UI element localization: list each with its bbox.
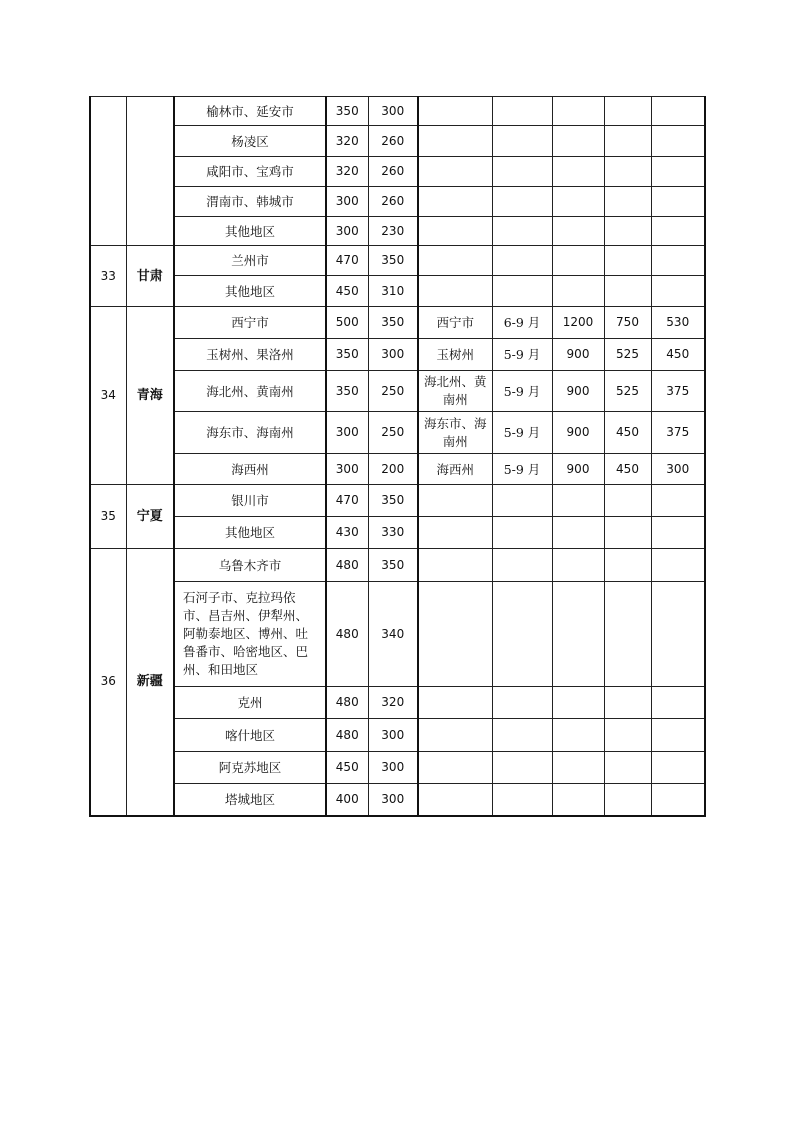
peak-rate-2-cell — [604, 517, 651, 549]
low-rate-cell: 300 — [368, 339, 418, 371]
table-row — [90, 485, 705, 517]
standard-rate-cell: 500 — [326, 307, 368, 339]
peak-rate-3-cell — [651, 126, 705, 157]
peak-period-cell — [492, 217, 552, 246]
region-cell: 其他地区 — [174, 276, 326, 307]
peak-rate-1-cell — [552, 187, 604, 217]
table-row — [90, 687, 705, 719]
peak-rate-3-cell: 300 — [651, 454, 705, 485]
peak-rate-1-cell — [552, 126, 604, 157]
peak-region-cell — [418, 157, 492, 187]
province-name-cell: 甘肃 — [126, 246, 174, 307]
peak-rate-1-cell — [552, 719, 604, 752]
peak-rate-3-cell — [651, 582, 705, 687]
low-rate-cell: 310 — [368, 276, 418, 307]
table-row — [90, 157, 705, 187]
province-name-cell: 青海 — [126, 307, 174, 485]
peak-region-cell — [418, 276, 492, 307]
region-cell: 银川市 — [174, 485, 326, 517]
peak-rate-2-cell — [604, 687, 651, 719]
peak-rate-1-cell — [552, 752, 604, 784]
peak-period-cell: 5-9 月 — [492, 454, 552, 485]
province-name-cell — [126, 97, 174, 246]
table-row — [90, 752, 705, 784]
low-rate-cell: 350 — [368, 246, 418, 276]
table-row — [90, 339, 705, 371]
peak-rate-1-cell — [552, 784, 604, 816]
peak-region-cell — [418, 187, 492, 217]
province-number-cell: 35 — [90, 485, 126, 549]
peak-rate-1-cell: 900 — [552, 454, 604, 485]
table-row — [90, 307, 705, 339]
peak-rate-2-cell — [604, 719, 651, 752]
standard-rate-cell: 480 — [326, 687, 368, 719]
peak-region-cell — [418, 549, 492, 582]
region-cell: 咸阳市、宝鸡市 — [174, 157, 326, 187]
peak-rate-3-cell: 530 — [651, 307, 705, 339]
region-cell: 西宁市 — [174, 307, 326, 339]
low-rate-cell: 350 — [368, 307, 418, 339]
table-row — [90, 371, 705, 412]
low-rate-cell: 250 — [368, 412, 418, 454]
peak-rate-3-cell — [651, 276, 705, 307]
standard-rate-cell: 300 — [326, 187, 368, 217]
peak-period-cell — [492, 157, 552, 187]
peak-region-cell: 西宁市 — [418, 307, 492, 339]
region-cell: 渭南市、韩城市 — [174, 187, 326, 217]
peak-region-cell — [418, 126, 492, 157]
peak-rate-3-cell — [651, 549, 705, 582]
region-cell: 其他地区 — [174, 217, 326, 246]
peak-region-cell — [418, 582, 492, 687]
peak-rate-1-cell — [552, 485, 604, 517]
peak-rate-1-cell: 900 — [552, 371, 604, 412]
low-rate-cell: 200 — [368, 454, 418, 485]
low-rate-cell: 230 — [368, 217, 418, 246]
standard-rate-cell: 400 — [326, 784, 368, 816]
peak-rate-3-cell — [651, 217, 705, 246]
peak-rate-1-cell — [552, 549, 604, 582]
region-cell: 玉树州、果洛州 — [174, 339, 326, 371]
peak-region-cell — [418, 517, 492, 549]
region-cell: 阿克苏地区 — [174, 752, 326, 784]
standard-rate-cell: 470 — [326, 485, 368, 517]
peak-rate-1-cell — [552, 246, 604, 276]
standard-rate-cell: 430 — [326, 517, 368, 549]
province-number-cell: 34 — [90, 307, 126, 485]
peak-rate-3-cell — [651, 687, 705, 719]
peak-period-cell — [492, 485, 552, 517]
region-cell: 塔城地区 — [174, 784, 326, 816]
peak-rate-2-cell: 450 — [604, 454, 651, 485]
peak-rate-2-cell — [604, 246, 651, 276]
low-rate-cell: 250 — [368, 371, 418, 412]
peak-rate-2-cell — [604, 752, 651, 784]
peak-rate-1-cell — [552, 517, 604, 549]
peak-rate-1-cell — [552, 276, 604, 307]
peak-period-cell: 5-9 月 — [492, 339, 552, 371]
peak-rate-3-cell: 375 — [651, 371, 705, 412]
table-row — [90, 517, 705, 549]
peak-rate-2-cell: 450 — [604, 412, 651, 454]
peak-rate-3-cell — [651, 517, 705, 549]
peak-region-cell: 玉树州 — [418, 339, 492, 371]
peak-region-cell — [418, 784, 492, 816]
table-row — [90, 719, 705, 752]
table-row — [90, 217, 705, 246]
peak-rate-2-cell — [604, 276, 651, 307]
peak-rate-2-cell: 525 — [604, 371, 651, 412]
peak-period-cell — [492, 719, 552, 752]
region-cell: 其他地区 — [174, 517, 326, 549]
peak-rate-2-cell — [604, 784, 651, 816]
peak-rate-3-cell — [651, 187, 705, 217]
low-rate-cell: 260 — [368, 126, 418, 157]
region-cell: 榆林市、延安市 — [174, 97, 326, 126]
peak-period-cell — [492, 517, 552, 549]
peak-period-cell — [492, 687, 552, 719]
peak-region-cell — [418, 97, 492, 126]
peak-rate-1-cell — [552, 97, 604, 126]
standard-rate-cell: 350 — [326, 371, 368, 412]
peak-rate-2-cell — [604, 485, 651, 517]
peak-rate-3-cell — [651, 784, 705, 816]
peak-period-cell — [492, 549, 552, 582]
accommodation-rate-table — [89, 96, 706, 817]
low-rate-cell: 350 — [368, 549, 418, 582]
standard-rate-cell: 320 — [326, 157, 368, 187]
peak-rate-2-cell — [604, 187, 651, 217]
province-number-cell: 36 — [90, 549, 126, 816]
region-cell: 海西州 — [174, 454, 326, 485]
peak-rate-2-cell — [604, 582, 651, 687]
peak-rate-2-cell — [604, 217, 651, 246]
peak-region-cell — [418, 217, 492, 246]
peak-rate-3-cell — [651, 485, 705, 517]
region-cell: 乌鲁木齐市 — [174, 549, 326, 582]
low-rate-cell: 260 — [368, 187, 418, 217]
table-row — [90, 582, 705, 687]
standard-rate-cell: 480 — [326, 582, 368, 687]
province-name-cell: 宁夏 — [126, 485, 174, 549]
standard-rate-cell: 300 — [326, 454, 368, 485]
table-row — [90, 784, 705, 816]
region-cell: 石河子市、克拉玛依市、昌吉州、伊犁州、阿勒泰地区、博州、吐鲁番市、哈密地区、巴州、和田地区 — [174, 582, 326, 687]
table-row — [90, 412, 705, 454]
low-rate-cell: 350 — [368, 485, 418, 517]
peak-rate-1-cell: 900 — [552, 339, 604, 371]
province-name-cell: 新疆 — [126, 549, 174, 816]
peak-rate-1-cell: 1200 — [552, 307, 604, 339]
peak-rate-3-cell: 450 — [651, 339, 705, 371]
peak-rate-3-cell — [651, 157, 705, 187]
peak-rate-2-cell: 750 — [604, 307, 651, 339]
peak-region-cell — [418, 485, 492, 517]
peak-period-cell — [492, 126, 552, 157]
low-rate-cell: 300 — [368, 719, 418, 752]
standard-rate-cell: 480 — [326, 549, 368, 582]
peak-rate-3-cell: 375 — [651, 412, 705, 454]
province-number-cell: 33 — [90, 246, 126, 307]
region-cell: 兰州市 — [174, 246, 326, 276]
region-cell: 喀什地区 — [174, 719, 326, 752]
peak-period-cell — [492, 582, 552, 687]
peak-rate-1-cell — [552, 217, 604, 246]
peak-rate-2-cell — [604, 157, 651, 187]
peak-rate-1-cell — [552, 687, 604, 719]
table-row — [90, 187, 705, 217]
region-cell: 海北州、黄南州 — [174, 371, 326, 412]
peak-region-cell — [418, 719, 492, 752]
standard-rate-cell: 350 — [326, 97, 368, 126]
region-cell: 杨凌区 — [174, 126, 326, 157]
standard-rate-cell: 320 — [326, 126, 368, 157]
peak-rate-3-cell — [651, 719, 705, 752]
region-cell: 海东市、海南州 — [174, 412, 326, 454]
low-rate-cell: 260 — [368, 157, 418, 187]
peak-period-cell: 5-9 月 — [492, 412, 552, 454]
standard-rate-cell: 300 — [326, 217, 368, 246]
standard-rate-cell: 470 — [326, 246, 368, 276]
peak-rate-1-cell — [552, 157, 604, 187]
peak-region-cell: 海东市、海南州 — [418, 412, 492, 454]
peak-period-cell — [492, 246, 552, 276]
table-row — [90, 454, 705, 485]
table-row — [90, 549, 705, 582]
peak-region-cell — [418, 246, 492, 276]
peak-rate-2-cell — [604, 126, 651, 157]
peak-region-cell — [418, 752, 492, 784]
low-rate-cell: 300 — [368, 784, 418, 816]
low-rate-cell: 330 — [368, 517, 418, 549]
table-row — [90, 126, 705, 157]
peak-rate-1-cell: 900 — [552, 412, 604, 454]
peak-rate-3-cell — [651, 97, 705, 126]
peak-rate-2-cell: 525 — [604, 339, 651, 371]
standard-rate-cell: 450 — [326, 276, 368, 307]
peak-period-cell — [492, 187, 552, 217]
table-body — [90, 97, 705, 816]
peak-period-cell — [492, 784, 552, 816]
low-rate-cell: 300 — [368, 752, 418, 784]
peak-period-cell: 6-9 月 — [492, 307, 552, 339]
low-rate-cell: 320 — [368, 687, 418, 719]
peak-period-cell — [492, 276, 552, 307]
peak-region-cell: 海北州、黄南州 — [418, 371, 492, 412]
peak-rate-3-cell — [651, 752, 705, 784]
peak-rate-2-cell — [604, 549, 651, 582]
low-rate-cell: 300 — [368, 97, 418, 126]
peak-rate-2-cell — [604, 97, 651, 126]
peak-region-cell — [418, 687, 492, 719]
low-rate-cell: 340 — [368, 582, 418, 687]
peak-period-cell — [492, 97, 552, 126]
peak-region-cell: 海西州 — [418, 454, 492, 485]
standard-rate-cell: 480 — [326, 719, 368, 752]
table-row — [90, 246, 705, 276]
standard-rate-cell: 300 — [326, 412, 368, 454]
standard-rate-cell: 450 — [326, 752, 368, 784]
standard-rate-cell: 350 — [326, 339, 368, 371]
table-row — [90, 97, 705, 126]
peak-rate-1-cell — [552, 582, 604, 687]
peak-rate-3-cell — [651, 246, 705, 276]
peak-period-cell: 5-9 月 — [492, 371, 552, 412]
region-cell: 克州 — [174, 687, 326, 719]
table-row — [90, 276, 705, 307]
peak-period-cell — [492, 752, 552, 784]
province-number-cell — [90, 97, 126, 246]
